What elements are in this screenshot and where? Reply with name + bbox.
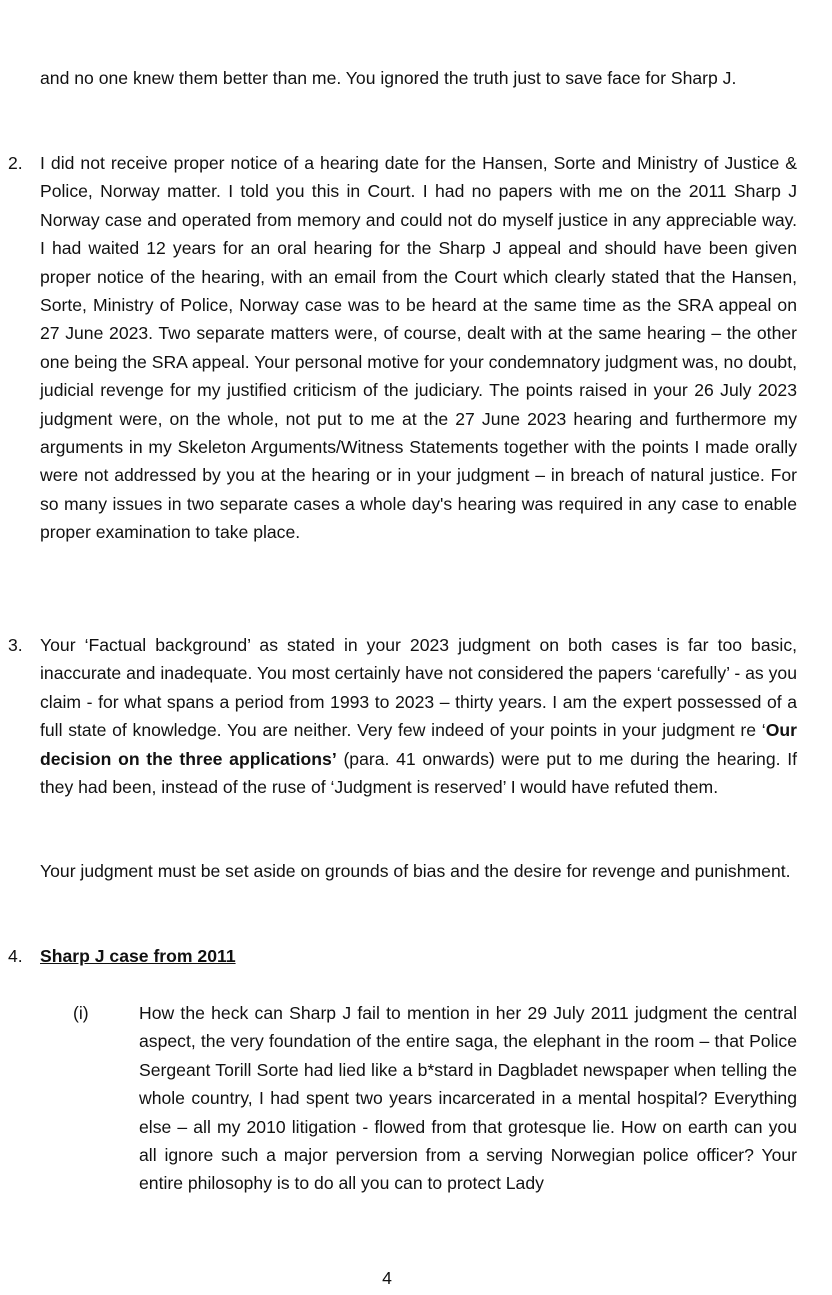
- item-4-number: 4.: [8, 946, 23, 966]
- item-3-number: 3.: [8, 635, 23, 655]
- sub-item-paragraph: How the heck can Sharp J fail to mention in her 29 July 2011 judgment the central aspect, the very foundation of the entire saga, the elephant in the room – that Police Sergeant Torill Sorte had lied like a b*stard in Dagbladet newspaper when telling the whole country, I had spent two years incarcerated in a mental hospital? Everything else – all my 2010 litigation - flowed from that grotesque lie. How on earth can you all ignore such a major perversion from a serving Norwegian police officer? Your entire philosophy is to do all you can to protect Lady: [139, 1003, 797, 1194]
- item-2-paragraph: I did not receive proper notice of a hearing date for the Hansen, Sorte and Ministry of Justice & Police, Norway matter. I told you this in Court. I had no papers with me on the 2011 Sharp J Norway case and operated from memory and could not do myself justice in any appreciable way. I had waited 12 years for an oral hearing for the Sharp J appeal and should have been given proper notice of the hearing, with an email from the Court which clearly stated that the Hansen, Sorte, Ministry of Police, Norway case was to be heard at the same time as the SRA appeal on 27 June 2023. Two separate matters were, of course, dealt with at the same hearing – the other one being the SRA appeal. Your personal motive for your condemnatory judgment was, no doubt, judicial revenge for my justified criticism of the judiciary. The points raised in your 26 July 2023 judgment were, on the whole, not put to me at the 27 June 2023 hearing and furthermore my arguments in my Skeleton Arguments/Witness Statements together with the points I made orally were not addressed by you at the hearing or in your judgment – in breach of natural justice. For so many issues in two separate cases a whole day's hearing was required in any case to enable proper examination to take place.: [40, 153, 797, 543]
- item-3-follow-on-paragraph: Your judgment must be set aside on grounds of bias and the desire for revenge and punishment.: [40, 861, 791, 881]
- item-3-text-after: (para. 41 onwards) were put to me during the hearing. If they had been, instead of the ruse of ‘Judgment is reserved’ I would have refuted them.: [40, 748, 797, 798]
- item-3-text-before: Your ‘Factual background’ as stated in your 2023 judgment on both cases is far too basic, inaccurate and inadequate. You most certainly have not considered the papers ‘carefully’ - as you claim - for what spans a period from 1993 to 2023 – thirty years. I am the expert possessed of a full state of knowledge. You are neither. Very few indeed of your points in your judgment re ‘: [40, 635, 797, 741]
- continuation-paragraph: and no one knew them better than me. You ignored the truth just to save face for Sharp J.: [40, 68, 737, 88]
- item-4-heading: Sharp J case from 2011: [40, 946, 236, 966]
- item-3-bold-quote: Our decision on the three applications’: [40, 720, 797, 769]
- item-2-number: 2.: [8, 153, 23, 173]
- item-3-paragraph: [40, 631, 797, 801]
- sub-item-label: (i): [73, 1003, 89, 1023]
- page-number: 4: [382, 1268, 392, 1288]
